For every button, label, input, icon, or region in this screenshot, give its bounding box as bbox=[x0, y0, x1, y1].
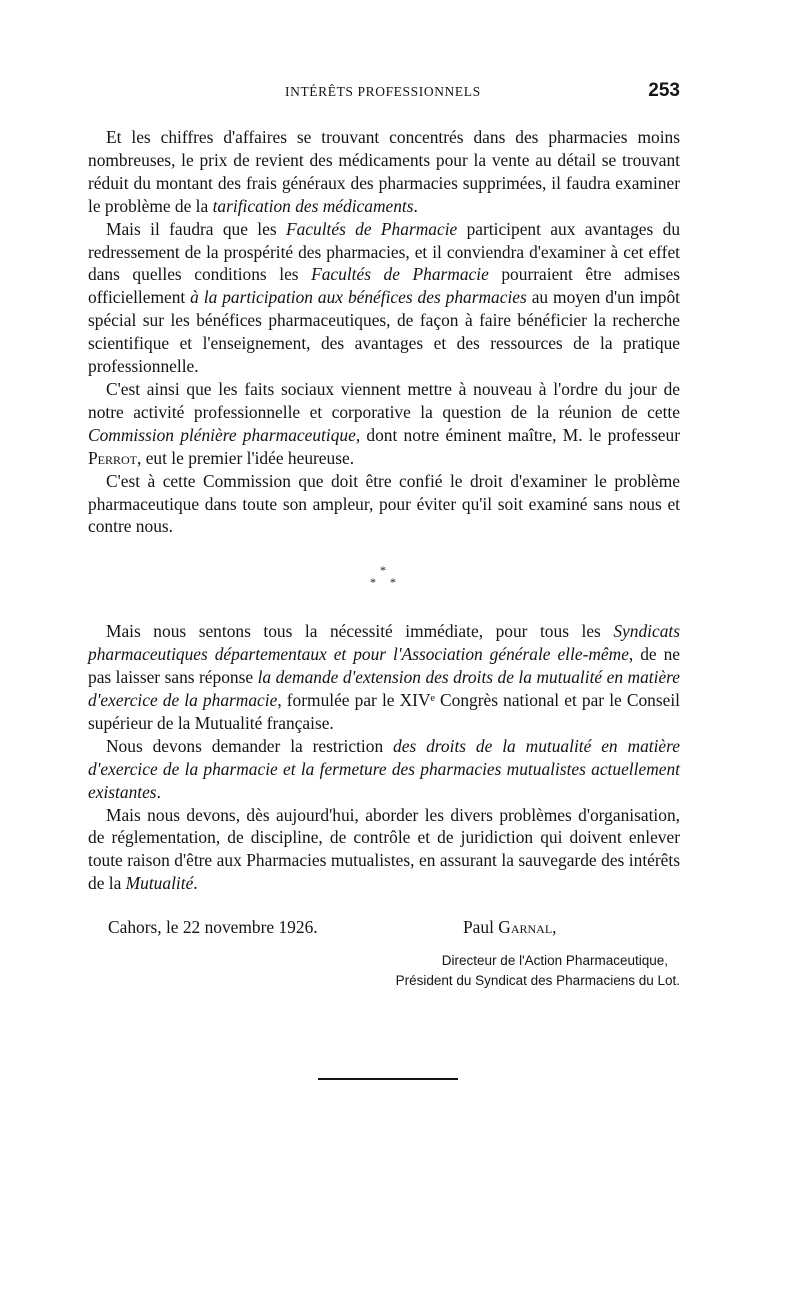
italic-run: des droits de la mutualité en matière d'exercice de la pharmacie et la fermeture des pharmacies mutualistes actuellement existantes bbox=[88, 735, 680, 802]
text-run: Mais nous devons, dès aujourd'hui, aborder les divers problèmes d'organisation, de réglementation, de discipline, de contrôle et de juridiction qui doivent enlever toute raison d'être aux Pharmacies mutualistes, en assurant la sauvegarde des intérêts de la bbox=[88, 804, 680, 894]
text-run: , de ne pas laisser sans réponse bbox=[88, 644, 680, 688]
text-run: au moyen d'un impôt spécial sur les bénéfices pharmaceutiques, de façon à faire bénéficier la recherche scientifique et l'enseignement, des avantages et des ressources de la pratique professionnelle. bbox=[88, 287, 680, 377]
paragraph-4 bbox=[88, 470, 680, 539]
paragraph-7 bbox=[88, 804, 680, 896]
italic-run: Syndicats pharmaceutiques départementaux et pour l'Association générale elle-même bbox=[88, 621, 680, 665]
italic-run: Commission plénière pharmaceutique bbox=[88, 424, 356, 445]
signatory-name bbox=[463, 917, 557, 938]
paragraph-3 bbox=[88, 378, 680, 470]
asterisk-icon: * bbox=[390, 575, 396, 590]
text-run: Mais nous sentons tous la nécessité immédiate, pour tous les bbox=[106, 621, 614, 642]
page-number: 253 bbox=[648, 80, 680, 101]
italic-run: Facultés de Pharmacie bbox=[311, 264, 489, 285]
running-title: INTÉRÊTS PROFESSIONNELS bbox=[285, 84, 481, 99]
end-rule bbox=[318, 1078, 458, 1080]
italic-run: Mutualité bbox=[125, 873, 194, 894]
paragraph-1 bbox=[88, 126, 680, 218]
small-caps-name: Perrot bbox=[88, 447, 138, 468]
signatory-first-name: Paul bbox=[463, 917, 499, 938]
italic-run: la demande d'extension des droits de la mutualité en matière d'exercice de la pharmacie bbox=[88, 667, 680, 711]
asterism-separator bbox=[88, 552, 680, 602]
paragraph-5 bbox=[88, 620, 680, 735]
text-run: C'est ainsi que les faits sociaux viennent mettre à nouveau à l'ordre du jour de notre activité professionnelle et corporative la question de la réunion de cette bbox=[88, 378, 680, 422]
signature-block bbox=[88, 917, 680, 997]
signatory-title-1: Directeur de l'Action Pharmaceutique, bbox=[441, 953, 668, 969]
text-run: . bbox=[156, 781, 161, 802]
text-run: C'est à cette Commission que doit être confié le droit d'examiner le problème pharmaceutique dans toute son ampleur, pour éviter qu'il soit examiné sans nous et contre nous. bbox=[88, 470, 680, 537]
signatory-title-2: Président du Syndicat des Pharmaciens du Lot. bbox=[395, 973, 680, 989]
text-run: Et les chiffres d'affaires se trouvant concentrés dans des pharmacies moins nombreuses, le prix de revient des médicaments pour la vente au détail se trouvant réduit du montant des frais généraux des pharmacies supprimées, il faudra examiner le problème de la bbox=[88, 127, 680, 216]
text-run: . bbox=[413, 195, 418, 216]
italic-run: tarification des médicaments bbox=[212, 195, 414, 216]
asterisk-icon: * bbox=[380, 563, 386, 578]
text-run: Mais il faudra que les bbox=[106, 218, 286, 239]
place-date: Cahors, le 22 novembre 1926. bbox=[108, 917, 318, 938]
text-run: , eut le premier l'idée heureuse. bbox=[137, 447, 355, 468]
paragraph-2 bbox=[88, 218, 680, 378]
italic-run: à la participation aux bénéfices des pharmacies bbox=[190, 287, 527, 308]
text-run: pourraient être admises officiellement bbox=[88, 264, 681, 308]
signatory-last-name: Garnal bbox=[498, 917, 553, 938]
text-run: , dont notre éminent maître, M. le professeur bbox=[355, 424, 680, 445]
document-page bbox=[88, 78, 680, 997]
asterisk-icon: * bbox=[370, 575, 376, 590]
running-head bbox=[88, 78, 680, 108]
paragraph-6 bbox=[88, 735, 680, 804]
text-run: , formulée par le XIVᵉ Congrès national et par le Conseil supérieur de la Mutualité française. bbox=[88, 690, 680, 733]
text-run: participent aux avantages du redressement de la prospérité des pharmacies, et il conviendra d'examiner à cet effet dans quelles conditions les bbox=[88, 218, 681, 285]
signatory-name-suffix: , bbox=[552, 917, 557, 938]
text-run: . bbox=[193, 873, 198, 894]
italic-run: Facultés de Pharmacie bbox=[285, 218, 458, 239]
text-run: Nous devons demander la restriction bbox=[106, 735, 394, 756]
